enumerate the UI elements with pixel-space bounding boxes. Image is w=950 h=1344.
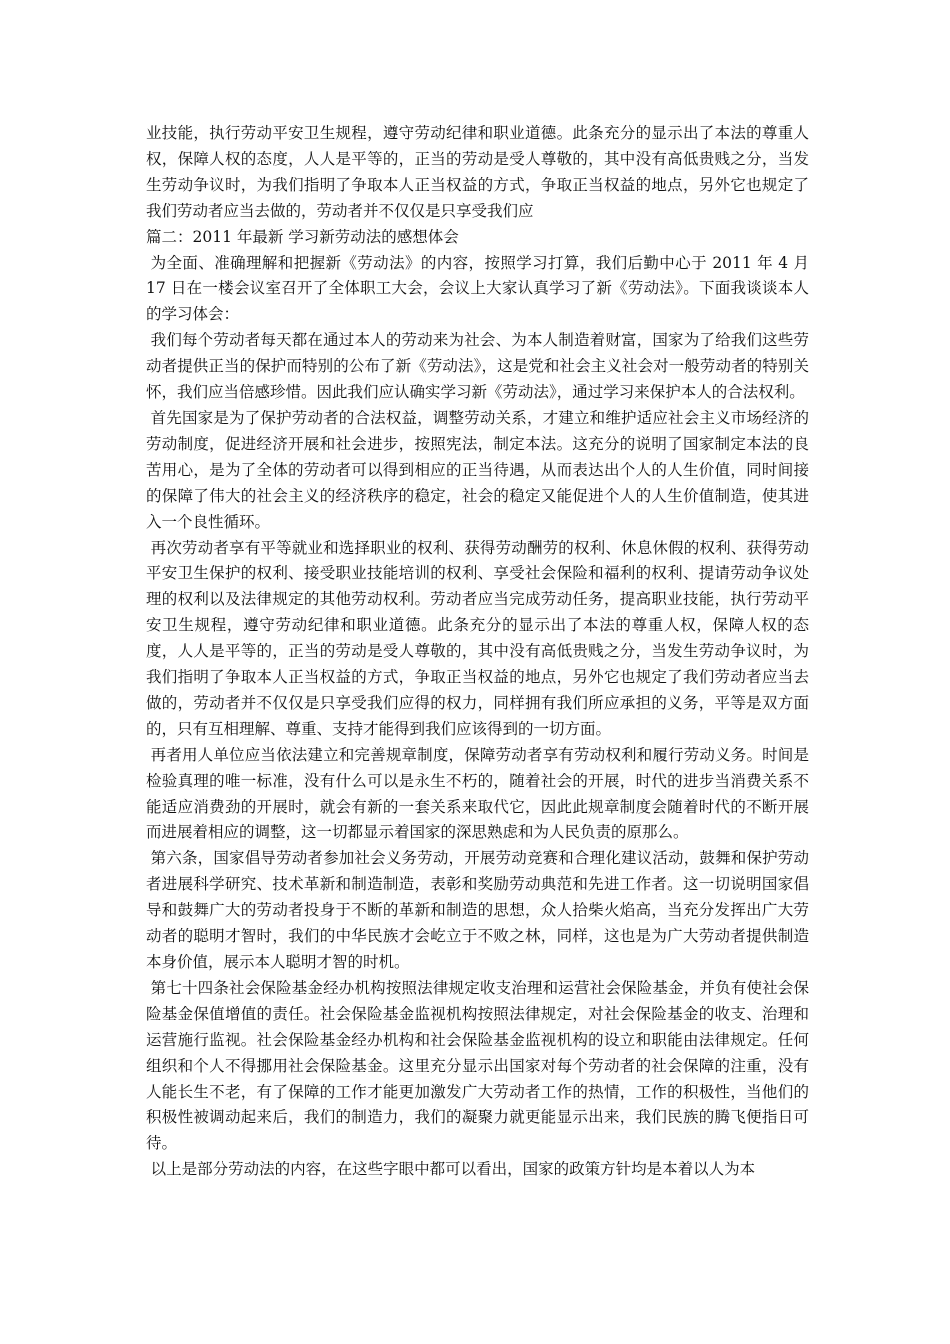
paragraph-continuation: 业技能，执行劳动平安卫生规程，遵守劳动纪律和职业道德。此条充分的显示出了本法的尊重人权，保障人权的态度，人人是平等的，正当的劳动是受人尊敬的，其中没有高低贵贱之分，当发生劳动争议时，为我们指明了争取本人正当权益的方式，争取正当权益的地点，另外它也规定了我们劳动者应当去做的，劳动者并不仅仅是只享受我们应 xyxy=(146,124,809,220)
document-body xyxy=(146,121,809,1183)
paragraph-truncated: 以上是部分劳动法的内容，在这些字眼中都可以看出，国家的政策方针均是本着以人为本 xyxy=(150,1160,756,1179)
paragraph: 第七十四条社会保险基金经办机构按照法律规定收支治理和运营社会保险基金，并负有使社会保险基金保值增值的责任。社会保险基金监视机构按照法律规定，对社会保险基金的收支、治理和运营施行监视。社会保险基金经办机构和社会保险基金监视机构的设立和职能由法律规定。任何组织和个人不得挪用社会保险基金。这里充分显示出国家对每个劳动者的社会保障的注重，没有人能长生不老，有了保障的工作才能更加激发广大劳动者工作的热情，工作的积极性，当他们的积极性被调动起来后，我们的制造力，我们的凝聚力就更能显示出来，我们民族的腾飞便指日可待。 xyxy=(146,978,809,1153)
paragraph: 再次劳动者享有平等就业和选择职业的权利、获得劳动酬劳的权利、休息休假的权利、获得劳动平安卫生保护的权利、接受职业技能培训的权利、享受社会保险和福利的权利、提请劳动争议处理的权利以及法律规定的其他劳动权利。劳动者应当完成劳动任务，提高职业技能，执行劳动平安卫生规程，遵守劳动纪律和职业道德。此条充分的显示出了本法的尊重人权，保障人权的态度，人人是平等的，正当的劳动是受人尊敬的，其中没有高低贵贱之分，当发生劳动争议时，为我们指明了争取本人正当权益的方式，争取正当权益的地点，另外它也规定了我们劳动者应当去做的，劳动者并不仅仅是只享受我们应得的权力，同样拥有我们所应承担的义务，平等是双方面的，只有互相理解、尊重、支持才能得到我们应该得到的一切方面。 xyxy=(146,538,809,738)
paragraph: 第六条，国家倡导劳动者参加社会义务劳动，开展劳动竞赛和合理化建议活动，鼓舞和保护劳动者进展科学研究、技术革新和制造制造，表彰和奖励劳动典范和先进工作者。这一切说明国家倡导和鼓舞广大的劳动者投身于不断的革新和制造的思想，众人拾柴火焰高，当充分发挥出广大劳动者的聪明才智时，我们的中华民族才会屹立于不败之林，同样，这也是为广大劳动者提供制造本身价值，展示本人聪明才智的时机。 xyxy=(146,849,809,971)
section-heading: 篇二：2011 年最新 学习新劳动法的感想体会 xyxy=(146,227,459,246)
paragraph: 再者用人单位应当依法建立和完善规章制度，保障劳动者享有劳动权利和履行劳动义务。时间是检验真理的唯一标准，没有什么可以是永生不朽的，随着社会的开展，时代的进步当消费关系不能适应消费劲的开展时，就会有新的一套关系来取代它，因此此规章制度会随着时代的不断开展而进展着相应的调整，这一切都显示着国家的深思熟虑和为人民负责的原那么。 xyxy=(146,745,809,842)
paragraph: 我们每个劳动者每天都在通过本人的劳动来为社会、为本人制造着财富，国家为了给我们这些劳动者提供正当的保护而特别的公布了新《劳动法》，这是党和社会主义社会对一般劳动者的特别关怀，我们应当倍感珍惜。因此我们应认确实学习新《劳动法》，通过学习来保护本人的合法权利。 xyxy=(146,331,809,402)
paragraph-intro: 为全面、准确理解和把握新《劳动法》的内容，按照学习打算，我们后勤中心于 2011 年 4 月 17 日在一楼会议室召开了全体职工大会，会议上大家认真学习了新《劳动法》。下面我谈谈本人的学习体会： xyxy=(146,253,809,324)
paragraph: 首先国家是为了保护劳动者的合法权益，调整劳动关系，才建立和维护适应社会主义市场经济的劳动制度，促进经济开展和社会进步，按照宪法，制定本法。这充分的说明了国家制定本法的良苦用心，是为了全体的劳动者可以得到相应的正当待遇，从而表达出个人的人生价值，同时间接的保障了伟大的社会主义的经济秩序的稳定，社会的稳定又能促进个人的人生价值制造，使其进入一个良性循环。 xyxy=(146,408,809,531)
